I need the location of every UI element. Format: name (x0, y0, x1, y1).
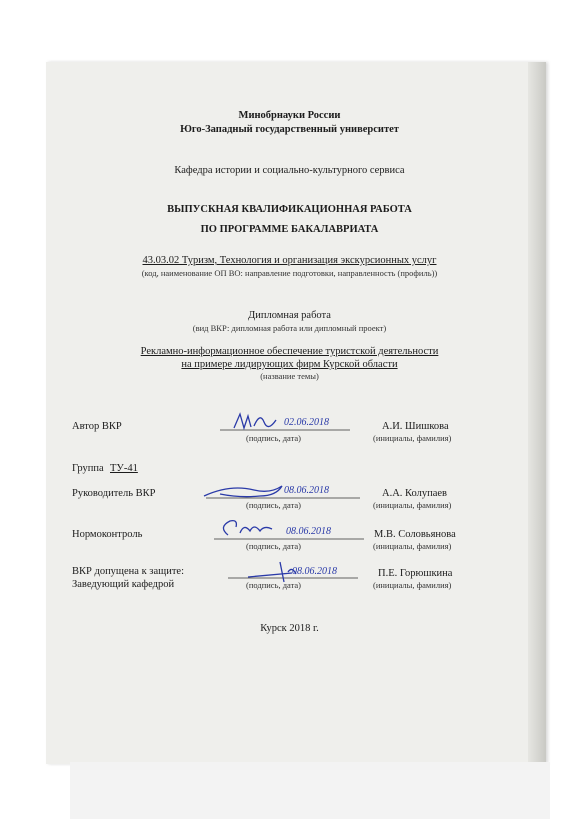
admission-name: П.Е. Горюшкина (378, 568, 453, 579)
department-name: Кафедра истории и социально-культурного сервиса (174, 165, 405, 176)
group-value: ТУ-41 (110, 463, 138, 474)
admission-date: 08.06.2018 (292, 566, 337, 577)
direction-value: 43.03.02 Туризм, Технология и организация экскурсионных услуг (142, 255, 437, 266)
topic-line-1: Рекламно-информационное обеспечение туристской деятельности (140, 346, 439, 357)
scan-bottom-strip (70, 762, 550, 819)
normcontrol-label: Нормоконтроль (72, 529, 143, 540)
city-year: Курск 2018 г. (260, 623, 319, 634)
group-label: Группа (72, 463, 104, 474)
work-type-caption: (вид ВКР: дипломная работа или дипломный проект) (192, 323, 387, 333)
admission-label: ВКР допущена к защите: (72, 566, 184, 577)
title-line-1: ВЫПУСКНАЯ КВАЛИФИКАЦИОННАЯ РАБОТА (167, 204, 412, 215)
author-name-caption: (инициалы, фамилия) (373, 433, 452, 443)
author-sign-caption: (подпись, дата) (246, 433, 302, 443)
admission-name-caption: (инициалы, фамилия) (373, 580, 452, 590)
admission-sign-caption: (подпись, дата) (246, 580, 302, 590)
topic-caption: (название темы) (260, 371, 319, 381)
supervisor-label: Руководитель ВКР (72, 488, 156, 499)
normcontrol-name: М.В. Соловьянова (374, 529, 456, 540)
head-of-department-label: Заведующий кафедрой (72, 579, 175, 590)
ministry-name: Минобрнауки России (238, 110, 341, 121)
supervisor-date: 08.06.2018 (284, 485, 329, 496)
direction-caption: (код, наименование ОП ВО: направление подготовки, направленность (профиль)) (141, 268, 438, 278)
normcontrol-sign-caption: (подпись, дата) (246, 541, 302, 551)
author-name: А.И. Шишкова (382, 421, 449, 432)
normcontrol-date: 08.06.2018 (286, 526, 331, 537)
work-type-value: Дипломная работа (248, 310, 331, 321)
title-line-2: ПО ПРОГРАММЕ БАКАЛАВРИАТА (200, 224, 379, 235)
university-name: Юго-Западный государственный университет (180, 124, 399, 135)
supervisor-sign-caption: (подпись, дата) (246, 500, 302, 510)
author-label: Автор ВКР (72, 421, 122, 432)
topic-line-2: на примере лидирующих фирм Курской области (181, 359, 398, 370)
author-date: 02.06.2018 (284, 417, 329, 428)
supervisor-name: А.А. Колупаев (382, 488, 448, 499)
normcontrol-name-caption: (инициалы, фамилия) (373, 541, 452, 551)
supervisor-name-caption: (инициалы, фамилия) (373, 500, 452, 510)
